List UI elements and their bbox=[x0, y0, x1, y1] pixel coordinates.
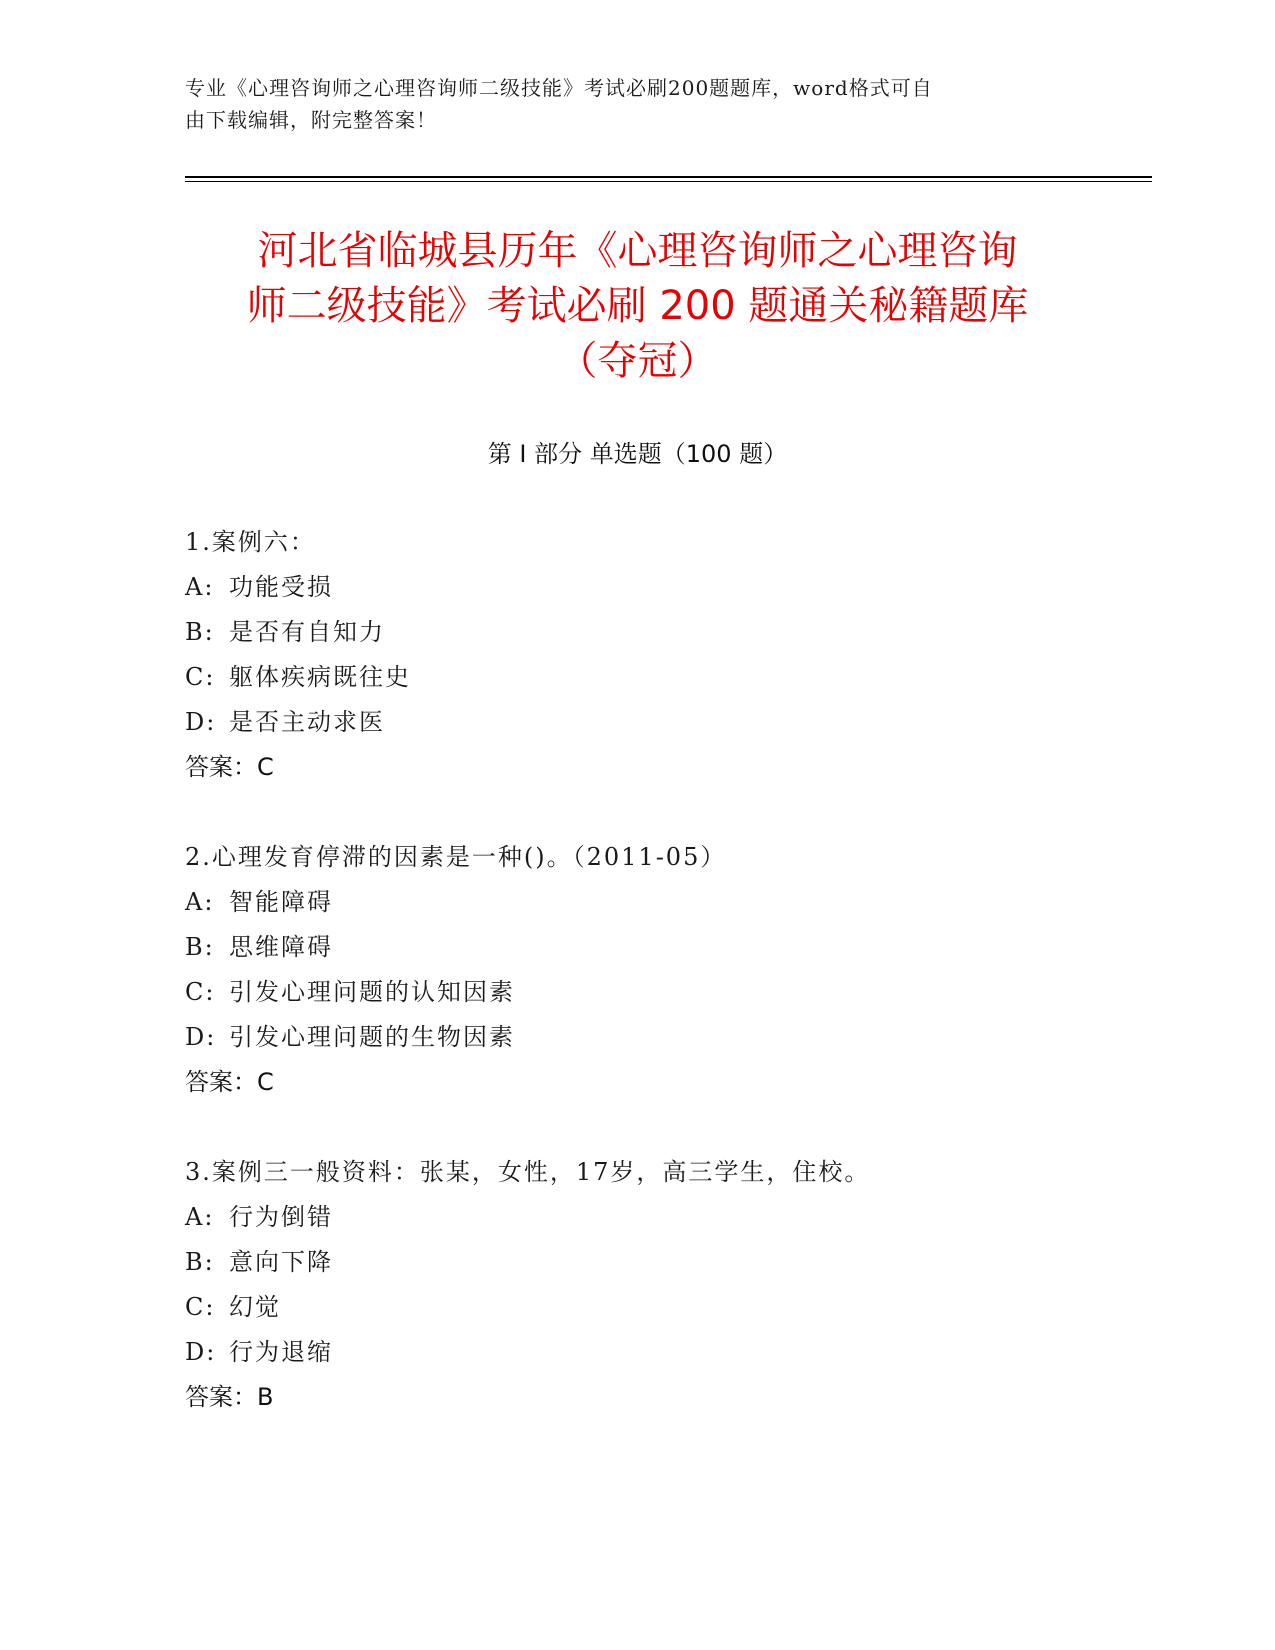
option-letter: A: bbox=[185, 573, 215, 601]
option-d bbox=[185, 1330, 1145, 1375]
question-2 bbox=[185, 835, 1145, 1105]
option-letter: B: bbox=[185, 618, 215, 646]
option-b bbox=[185, 925, 1145, 970]
header-divider-thin bbox=[185, 181, 1152, 182]
option-text: 意向下降 bbox=[229, 1248, 333, 1276]
header-note bbox=[185, 72, 1065, 136]
option-letter: C: bbox=[185, 978, 216, 1006]
option-text: 功能受损 bbox=[229, 573, 333, 601]
answer: 答案：C bbox=[185, 1068, 274, 1096]
option-c bbox=[185, 1285, 1145, 1330]
option-text: 智能障碍 bbox=[229, 888, 333, 916]
option-letter: C: bbox=[185, 1293, 216, 1321]
section-heading: 第 I 部分 单选题（100 题） bbox=[487, 440, 788, 468]
option-b bbox=[185, 610, 1145, 655]
title-line2: 师二级技能》考试必刷 200 题通关秘籍题库 bbox=[246, 283, 1029, 329]
option-a bbox=[185, 565, 1145, 610]
question-1 bbox=[185, 520, 1145, 790]
header-divider-thick bbox=[185, 176, 1152, 178]
header-note-line1: 专业《心理咨询师之心理咨询师二级技能》考试必刷200题题库，word格式可自 bbox=[185, 76, 933, 100]
question-3 bbox=[185, 1150, 1145, 1420]
option-text: 躯体疾病既往史 bbox=[229, 663, 411, 691]
option-d bbox=[185, 1015, 1145, 1060]
title-line1: 河北省临城县历年《心理咨询师之心理咨询 bbox=[257, 228, 1018, 274]
option-text: 行为退缩 bbox=[229, 1338, 333, 1366]
option-letter: D: bbox=[185, 1338, 217, 1366]
option-text: 是否主动求医 bbox=[229, 708, 385, 736]
option-d bbox=[185, 700, 1145, 745]
option-c bbox=[185, 655, 1145, 700]
answer: 答案：C bbox=[185, 753, 274, 781]
option-text: 引发心理问题的生物因素 bbox=[229, 1023, 515, 1051]
option-letter: A: bbox=[185, 1203, 215, 1231]
option-letter: B: bbox=[185, 1248, 215, 1276]
option-letter: C: bbox=[185, 663, 216, 691]
option-a bbox=[185, 880, 1145, 925]
header-note-line2: 由下载编辑，附完整答案！ bbox=[185, 108, 437, 132]
option-text: 思维障碍 bbox=[229, 933, 333, 961]
question-stem: 1.案例六： bbox=[185, 528, 316, 556]
option-letter: A: bbox=[185, 888, 215, 916]
title-line3: （夺冠） bbox=[557, 338, 718, 384]
option-b bbox=[185, 1240, 1145, 1285]
question-stem: 3.案例三一般资料：张某，女性，17岁，高三学生，住校。 bbox=[185, 1158, 871, 1186]
question-stem: 2.心理发育停滞的因素是一种()。（2011-05） bbox=[185, 843, 727, 871]
option-text: 是否有自知力 bbox=[229, 618, 385, 646]
option-letter: D: bbox=[185, 708, 217, 736]
option-text: 引发心理问题的认知因素 bbox=[229, 978, 515, 1006]
option-letter: B: bbox=[185, 933, 215, 961]
option-letter: D: bbox=[185, 1023, 217, 1051]
option-text: 行为倒错 bbox=[229, 1203, 333, 1231]
answer: 答案：B bbox=[185, 1383, 274, 1411]
option-a bbox=[185, 1195, 1145, 1240]
document-title bbox=[150, 224, 1125, 389]
option-c bbox=[185, 970, 1145, 1015]
option-text: 幻觉 bbox=[229, 1293, 281, 1321]
